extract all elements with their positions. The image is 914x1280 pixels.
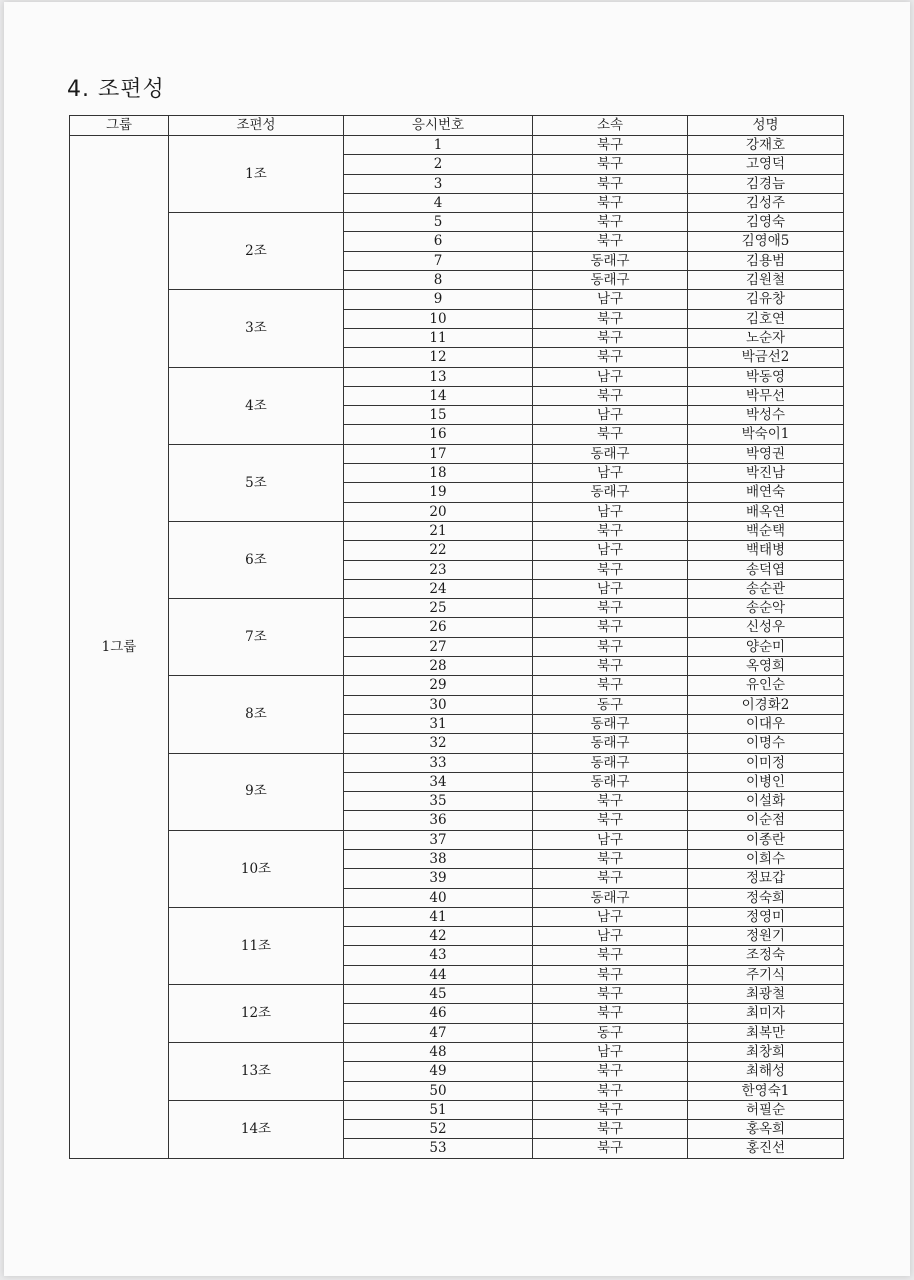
affiliation-cell: 북구: [533, 213, 688, 232]
document-page: [4, 2, 910, 1276]
name-cell: 정묘갑: [688, 869, 844, 888]
number-cell: 3: [344, 174, 533, 193]
affiliation-cell: 남구: [533, 830, 688, 849]
team-cell: 8조: [169, 676, 344, 753]
name-cell: 고영덕: [688, 155, 844, 174]
team-cell: 12조: [169, 985, 344, 1043]
team-cell: 5조: [169, 444, 344, 521]
affiliation-cell: 남구: [533, 367, 688, 386]
number-cell: 5: [344, 213, 533, 232]
affiliation-cell: 북구: [533, 155, 688, 174]
table-row: [70, 1100, 844, 1119]
name-cell: 조정숙: [688, 946, 844, 965]
affiliation-cell: 남구: [533, 907, 688, 926]
number-cell: 16: [344, 425, 533, 444]
number-cell: 30: [344, 695, 533, 714]
name-cell: 백순택: [688, 521, 844, 540]
table-row: [70, 213, 844, 232]
name-cell: 최광철: [688, 985, 844, 1004]
affiliation-cell: 남구: [533, 464, 688, 483]
name-cell: 배연숙: [688, 483, 844, 502]
affiliation-cell: 북구: [533, 348, 688, 367]
name-cell: 주기식: [688, 965, 844, 984]
number-cell: 14: [344, 386, 533, 405]
group-cell: 1그룹: [70, 136, 169, 1159]
number-cell: 46: [344, 1004, 533, 1023]
affiliation-cell: 동래구: [533, 444, 688, 463]
table-body: [70, 136, 844, 1159]
team-cell: 9조: [169, 753, 344, 830]
table-row: [70, 907, 844, 926]
affiliation-cell: 북구: [533, 599, 688, 618]
affiliation-cell: 북구: [533, 1004, 688, 1023]
header-name: 성명: [688, 116, 844, 136]
affiliation-cell: 남구: [533, 502, 688, 521]
affiliation-cell: 북구: [533, 946, 688, 965]
number-cell: 24: [344, 579, 533, 598]
number-cell: 23: [344, 560, 533, 579]
name-cell: 이미정: [688, 753, 844, 772]
name-cell: 양순미: [688, 637, 844, 656]
header-affiliation: 소속: [533, 116, 688, 136]
name-cell: 이병인: [688, 772, 844, 791]
number-cell: 39: [344, 869, 533, 888]
affiliation-cell: 북구: [533, 328, 688, 347]
number-cell: 27: [344, 637, 533, 656]
number-cell: 48: [344, 1042, 533, 1061]
affiliation-cell: 북구: [533, 193, 688, 212]
name-cell: 강재호: [688, 136, 844, 155]
number-cell: 1: [344, 136, 533, 155]
affiliation-cell: 동래구: [533, 271, 688, 290]
name-cell: 최복만: [688, 1023, 844, 1042]
table-row: [70, 136, 844, 155]
affiliation-cell: 북구: [533, 232, 688, 251]
name-cell: 김호연: [688, 309, 844, 328]
name-cell: 정영미: [688, 907, 844, 926]
affiliation-cell: 남구: [533, 579, 688, 598]
number-cell: 26: [344, 618, 533, 637]
name-cell: 김유창: [688, 290, 844, 309]
name-cell: 박진남: [688, 464, 844, 483]
number-cell: 6: [344, 232, 533, 251]
affiliation-cell: 북구: [533, 637, 688, 656]
name-cell: 허필순: [688, 1100, 844, 1119]
number-cell: 28: [344, 657, 533, 676]
table-row: [70, 444, 844, 463]
affiliation-cell: 동래구: [533, 888, 688, 907]
affiliation-cell: 북구: [533, 849, 688, 868]
number-cell: 19: [344, 483, 533, 502]
name-cell: 이희수: [688, 849, 844, 868]
section-heading: 4. 조편성: [67, 77, 165, 102]
header-group: 그룹: [70, 116, 169, 136]
name-cell: 한영숙1: [688, 1081, 844, 1100]
table-row: [70, 1042, 844, 1061]
name-cell: 김영숙: [688, 213, 844, 232]
name-cell: 박숙이1: [688, 425, 844, 444]
number-cell: 20: [344, 502, 533, 521]
name-cell: 박동영: [688, 367, 844, 386]
number-cell: 53: [344, 1139, 533, 1158]
number-cell: 50: [344, 1081, 533, 1100]
number-cell: 29: [344, 676, 533, 695]
number-cell: 51: [344, 1100, 533, 1119]
table-row: [70, 830, 844, 849]
affiliation-cell: 동래구: [533, 753, 688, 772]
affiliation-cell: 북구: [533, 1139, 688, 1158]
team-cell: 14조: [169, 1100, 344, 1158]
number-cell: 34: [344, 772, 533, 791]
table-row: [70, 753, 844, 772]
name-cell: 홍진선: [688, 1139, 844, 1158]
name-cell: 이종란: [688, 830, 844, 849]
name-cell: 박성수: [688, 406, 844, 425]
affiliation-cell: 북구: [533, 657, 688, 676]
name-cell: 정원기: [688, 927, 844, 946]
name-cell: 유인순: [688, 676, 844, 695]
affiliation-cell: 북구: [533, 1081, 688, 1100]
number-cell: 36: [344, 811, 533, 830]
affiliation-cell: 북구: [533, 792, 688, 811]
name-cell: 박무선: [688, 386, 844, 405]
affiliation-cell: 북구: [533, 1120, 688, 1139]
number-cell: 12: [344, 348, 533, 367]
affiliation-cell: 동구: [533, 1023, 688, 1042]
table-row: [70, 985, 844, 1004]
affiliation-cell: 남구: [533, 541, 688, 560]
team-cell: 4조: [169, 367, 344, 444]
number-cell: 22: [344, 541, 533, 560]
name-cell: 옥영희: [688, 657, 844, 676]
affiliation-cell: 북구: [533, 309, 688, 328]
table-row: [70, 367, 844, 386]
name-cell: 백태병: [688, 541, 844, 560]
affiliation-cell: 북구: [533, 985, 688, 1004]
name-cell: 최해성: [688, 1062, 844, 1081]
name-cell: 박금선2: [688, 348, 844, 367]
number-cell: 49: [344, 1062, 533, 1081]
number-cell: 25: [344, 599, 533, 618]
affiliation-cell: 남구: [533, 406, 688, 425]
affiliation-cell: 북구: [533, 174, 688, 193]
number-cell: 42: [344, 927, 533, 946]
name-cell: 정숙희: [688, 888, 844, 907]
team-cell: 13조: [169, 1042, 344, 1100]
number-cell: 18: [344, 464, 533, 483]
header-number: 응시번호: [344, 116, 533, 136]
name-cell: 이대우: [688, 714, 844, 733]
name-cell: 김경늠: [688, 174, 844, 193]
number-cell: 38: [344, 849, 533, 868]
table-header-row: [70, 116, 844, 136]
number-cell: 40: [344, 888, 533, 907]
name-cell: 이경화2: [688, 695, 844, 714]
number-cell: 47: [344, 1023, 533, 1042]
header-team: 조편성: [169, 116, 344, 136]
team-cell: 2조: [169, 213, 344, 290]
team-cell: 7조: [169, 599, 344, 676]
team-cell: 3조: [169, 290, 344, 367]
team-cell: 10조: [169, 830, 344, 907]
name-cell: 최미자: [688, 1004, 844, 1023]
number-cell: 41: [344, 907, 533, 926]
table-row: [70, 290, 844, 309]
name-cell: 박영권: [688, 444, 844, 463]
name-cell: 신성우: [688, 618, 844, 637]
affiliation-cell: 북구: [533, 869, 688, 888]
number-cell: 45: [344, 985, 533, 1004]
number-cell: 43: [344, 946, 533, 965]
affiliation-cell: 북구: [533, 618, 688, 637]
affiliation-cell: 남구: [533, 927, 688, 946]
affiliation-cell: 북구: [533, 386, 688, 405]
affiliation-cell: 동래구: [533, 772, 688, 791]
affiliation-cell: 동래구: [533, 483, 688, 502]
number-cell: 15: [344, 406, 533, 425]
name-cell: 송덕엽: [688, 560, 844, 579]
table-row: [70, 521, 844, 540]
number-cell: 32: [344, 734, 533, 753]
affiliation-cell: 동구: [533, 695, 688, 714]
name-cell: 송순악: [688, 599, 844, 618]
number-cell: 2: [344, 155, 533, 174]
affiliation-cell: 북구: [533, 1062, 688, 1081]
name-cell: 이순점: [688, 811, 844, 830]
number-cell: 11: [344, 328, 533, 347]
affiliation-cell: 북구: [533, 560, 688, 579]
number-cell: 35: [344, 792, 533, 811]
number-cell: 33: [344, 753, 533, 772]
name-cell: 홍옥희: [688, 1120, 844, 1139]
affiliation-cell: 북구: [533, 425, 688, 444]
affiliation-cell: 동래구: [533, 734, 688, 753]
name-cell: 이명수: [688, 734, 844, 753]
affiliation-cell: 남구: [533, 1042, 688, 1061]
team-cell: 1조: [169, 136, 344, 213]
affiliation-cell: 북구: [533, 811, 688, 830]
number-cell: 17: [344, 444, 533, 463]
team-cell: 11조: [169, 907, 344, 984]
number-cell: 8: [344, 271, 533, 290]
affiliation-cell: 동래구: [533, 714, 688, 733]
number-cell: 7: [344, 251, 533, 270]
affiliation-cell: 북구: [533, 676, 688, 695]
name-cell: 김영애5: [688, 232, 844, 251]
name-cell: 배옥연: [688, 502, 844, 521]
number-cell: 4: [344, 193, 533, 212]
name-cell: 김성주: [688, 193, 844, 212]
number-cell: 10: [344, 309, 533, 328]
affiliation-cell: 동래구: [533, 251, 688, 270]
table-row: [70, 676, 844, 695]
name-cell: 이설화: [688, 792, 844, 811]
name-cell: 김원철: [688, 271, 844, 290]
name-cell: 김용범: [688, 251, 844, 270]
affiliation-cell: 북구: [533, 521, 688, 540]
name-cell: 노순자: [688, 328, 844, 347]
name-cell: 송순관: [688, 579, 844, 598]
affiliation-cell: 북구: [533, 136, 688, 155]
affiliation-cell: 북구: [533, 965, 688, 984]
affiliation-cell: 북구: [533, 1100, 688, 1119]
affiliation-cell: 남구: [533, 290, 688, 309]
number-cell: 44: [344, 965, 533, 984]
number-cell: 37: [344, 830, 533, 849]
number-cell: 9: [344, 290, 533, 309]
name-cell: 최창희: [688, 1042, 844, 1061]
number-cell: 13: [344, 367, 533, 386]
team-roster-table: [69, 115, 844, 1159]
table-row: [70, 599, 844, 618]
number-cell: 31: [344, 714, 533, 733]
number-cell: 21: [344, 521, 533, 540]
number-cell: 52: [344, 1120, 533, 1139]
team-cell: 6조: [169, 521, 344, 598]
